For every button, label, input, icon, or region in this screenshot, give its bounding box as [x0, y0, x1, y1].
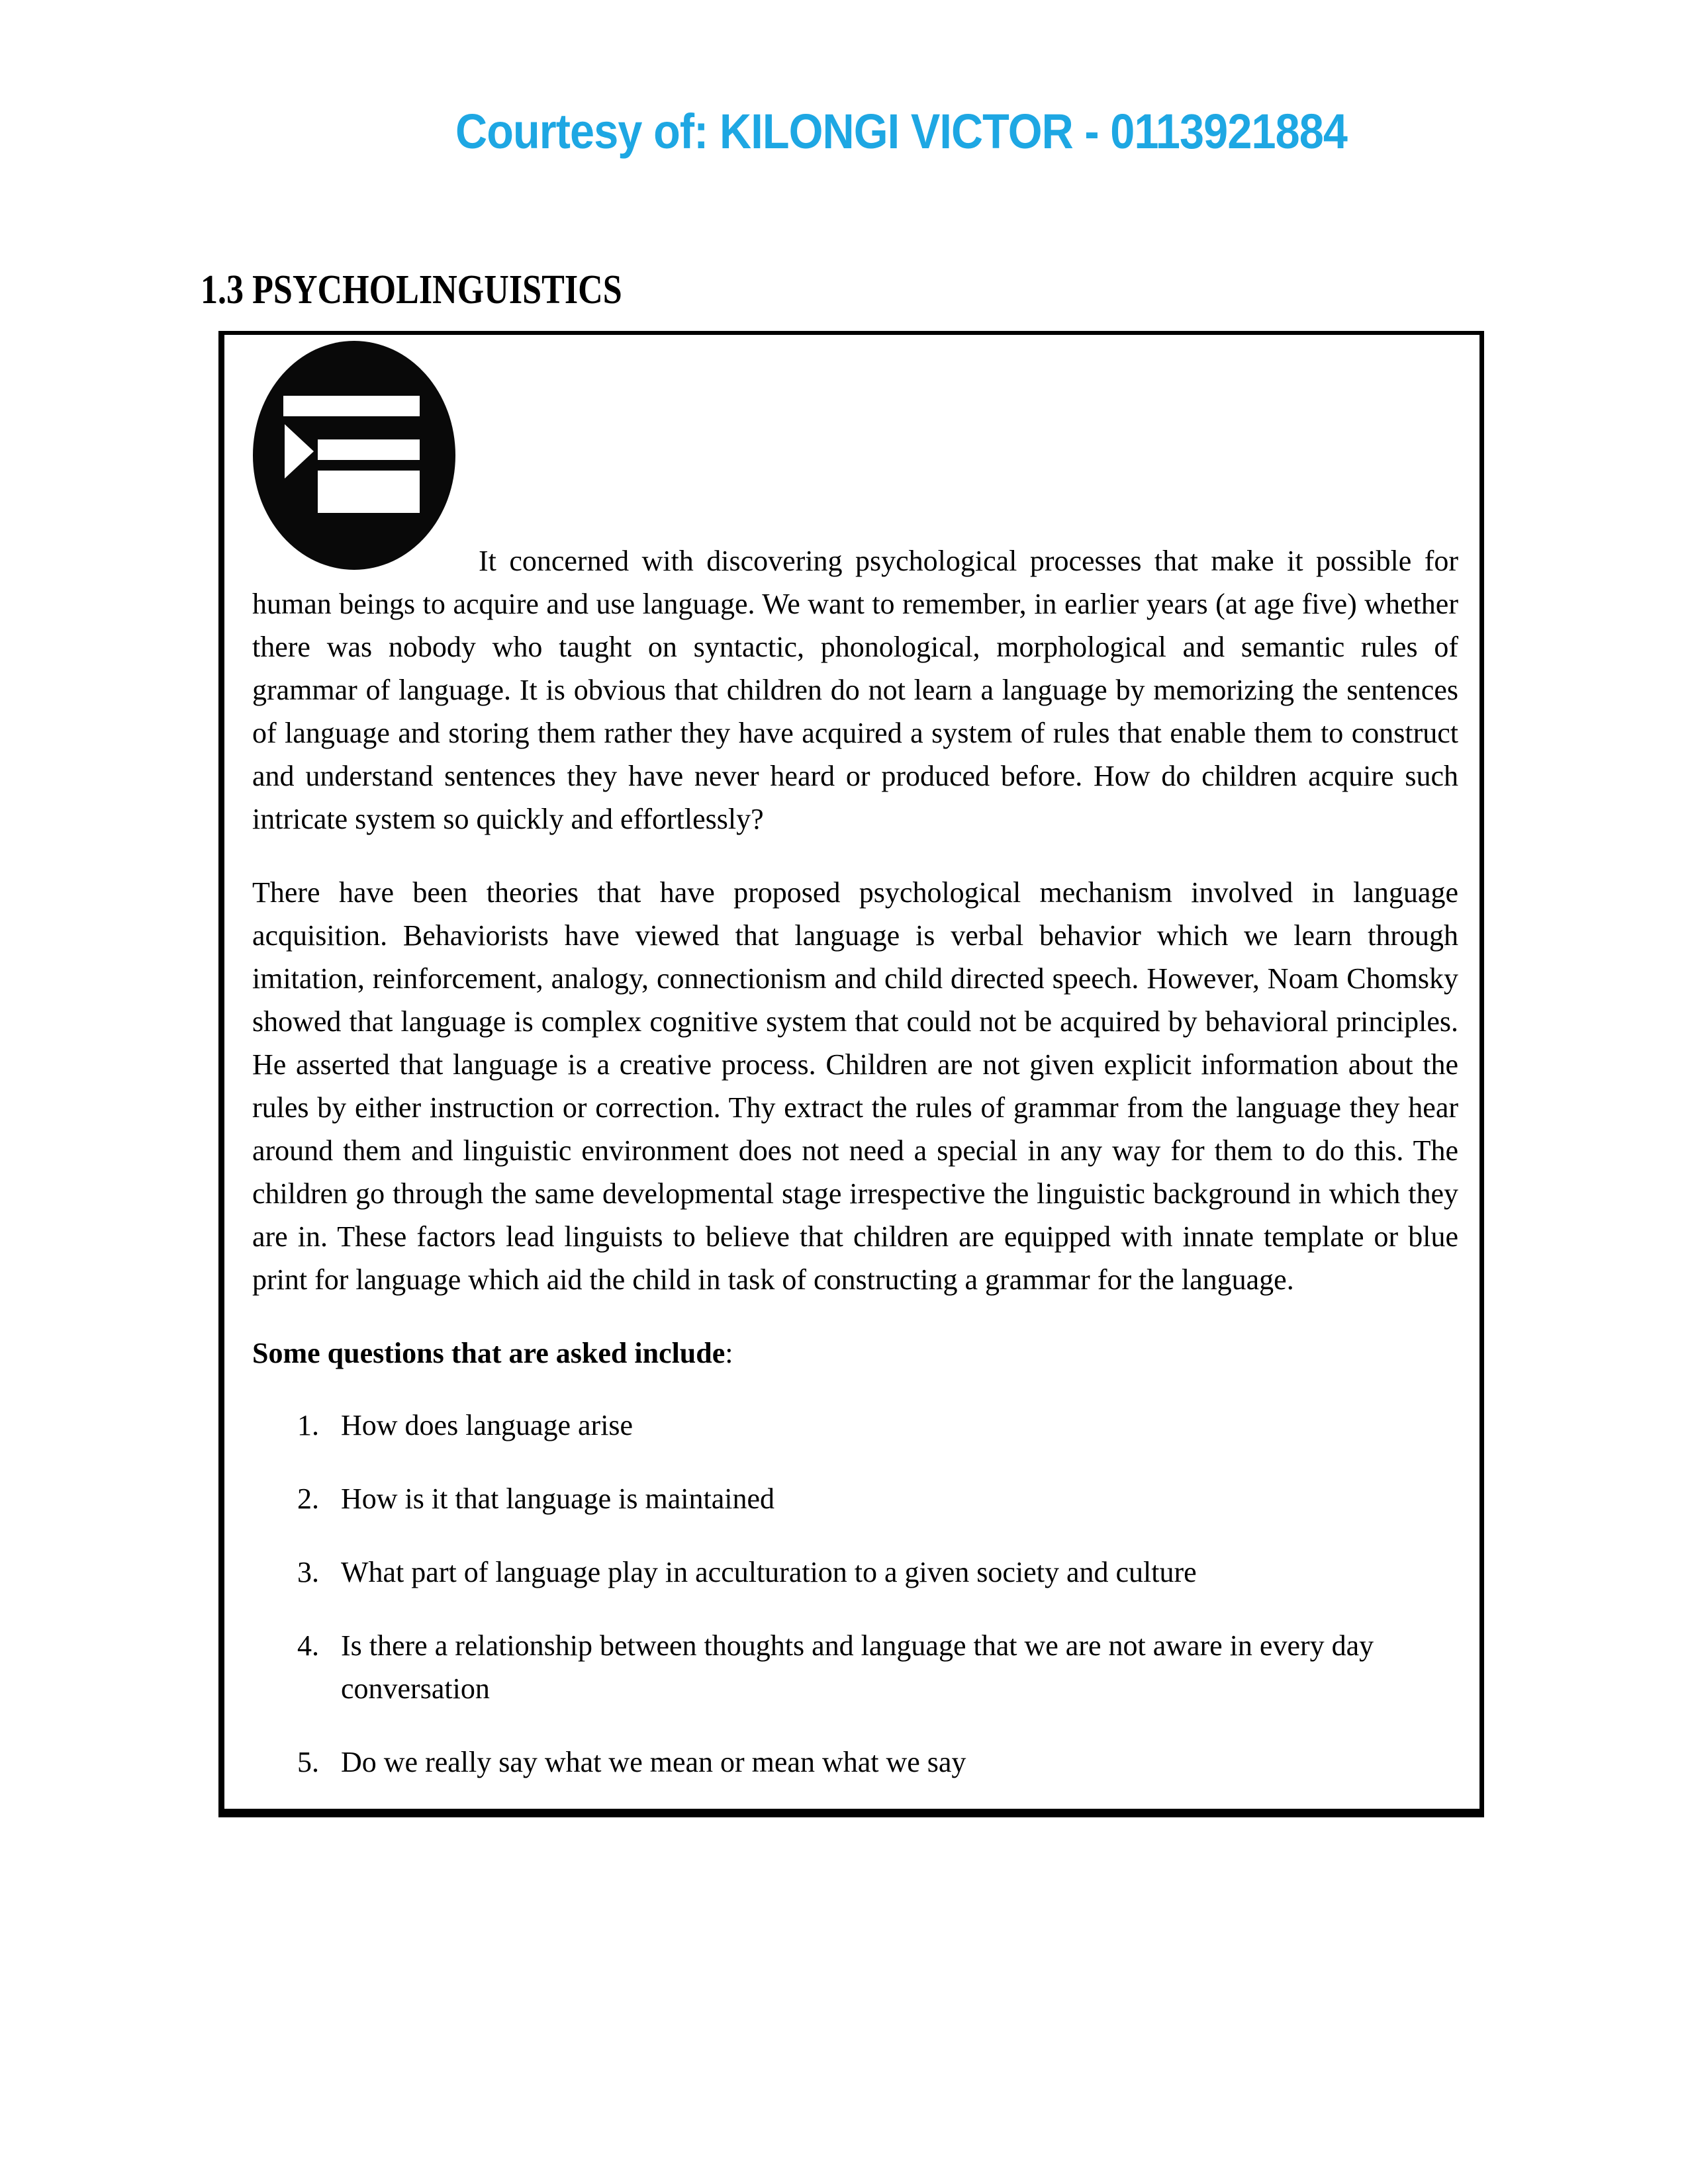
question-item: 2. How is it that language is maintained: [326, 1477, 1458, 1520]
courtesy-header: Courtesy of: KILONGI VICTOR - 0113921884: [455, 104, 1348, 159]
question-item: 1. How does language arise: [326, 1404, 1458, 1447]
paragraph-psycholinguistics-intro: [252, 340, 1458, 841]
questions-list: [252, 1404, 1458, 1784]
article-list-icon: [252, 340, 456, 570]
section-title: 1.3 PSYCHOLINGUISTICS: [201, 267, 622, 312]
question-item: 3. What part of language play in acculturation to a given society and culture: [326, 1551, 1458, 1594]
questions-heading-colon: :: [725, 1337, 733, 1369]
questions-heading-bold: Some questions that are asked include: [252, 1337, 726, 1369]
paragraph-intro-text: It concerned with discovering psychological processes that make it possible for human beings to acquire and use language. We want to remember, in earlier years (at age five) whether there was nobody who taught on syntactic, phonological, morphological and semantic rules of grammar of language. It is obvious that children do not learn a language by memorizing the sentences of language and storing them rather they have acquired a system of rules that enable them to construct and understand sentences they have never heard or produced before. How do children acquire such intricate system so quickly and effortlessly?: [252, 545, 1458, 835]
questions-heading: [252, 1332, 1458, 1375]
paragraph-theories: There have been theories that have proposed psychological mechanism involved in language acquisition. Behaviorists have viewed that language is verbal behavior which we learn through imitation, reinforcement, analogy, connectionism and child directed speech. However, Noam Chomsky showed that language is complex cognitive system that could not be acquired by behavioral principles. He asserted that language is a creative process. Children are not given explicit information about the rules by either instruction or correction. Thy extract the rules of grammar from the language they hear around them and linguistic environment does not need a special in any way for them to do this. The children go through the same developmental stage irrespective the linguistic background in which they are in. These factors lead linguists to believe that children are equipped with innate template or blue print for language which aid the child in task of constructing a grammar for the language.: [252, 876, 1458, 1296]
question-item: 5. Do we really say what we mean or mean what we say: [326, 1741, 1458, 1784]
content-box: [218, 331, 1484, 1817]
question-item: 4. Is there a relationship between thoughts and language that we are not aware in every day conversation: [326, 1624, 1458, 1710]
